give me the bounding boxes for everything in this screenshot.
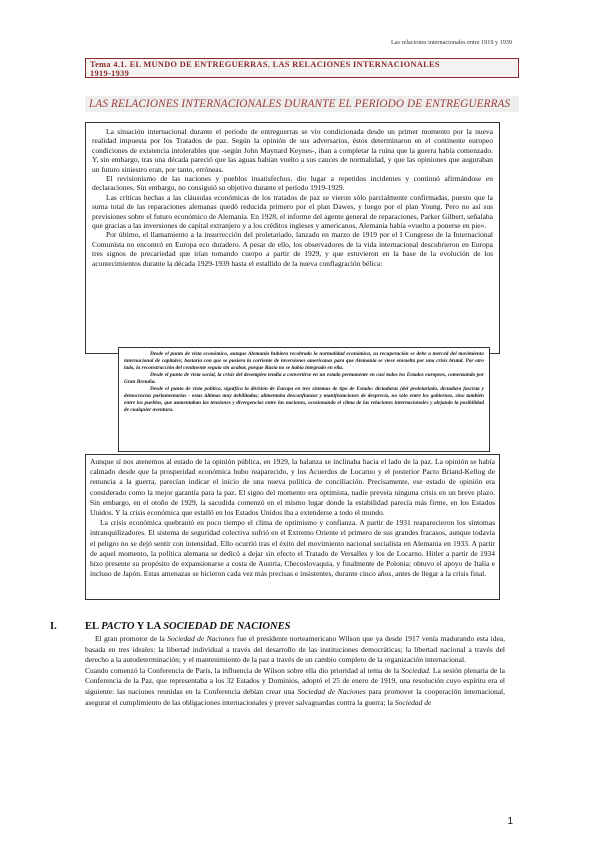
opinion-paragraph: Aunque sí nos atenemos al estado de la opinión pública, en 1929, la balanza se inclinaba hacia el lado de la paz. La opinión se había calmado desde que la prosperidad económica hubo reaparecido, y los Acuerdos de Locarno y el posterior Pacto Briand-Kellog de renuncia a la guerra, parecían indicar el inicio de una nueva política de conciliación. Precisamente, ese estado de opinión era considerado como la mejor garantía para la paz. El signo del momento era optimista, nadie preveía ninguna crisis en un breve plazo. Sin embargo, en el otoño de 1929, la sacudida comenzó en el mismo lugar donde la estabilidad parecía más firme, en los Estados Unidos. Y la crisis económica que estalló en los Estados Unidos iba a extenderse a todo el mundo. [90, 457, 495, 518]
intro-paragraph: Por último, el llamamiento a la insurrección del proletariado, lanzado en marzo de 1919 por el I Congreso de la Internacional Comunista no encontró en Europa eco duradero. A pesar de ello, los observadores de la vida internacional descubrieron en Europa tres signos de precariedad que irían tomando cuerpo a partir de 1929, y que estuvieron en la base de la evolución de los acontecimientos durante la década 1929-1939 hasta el estallido de la nueva conflagración bélica: [92, 230, 493, 268]
quote-box [118, 347, 490, 452]
intro-paragraph: Las críticas hechas a las cláusulas económicas de los tratados de paz se vieron sólo parcialmente confirmadas, puesto que la suma total de las reparaciones alemanas quedó reducida primero por el plan Dawes, y luego por el plan Young. Pero no así sus previsiones sobre el futuro económico de Alemania. En 1928, el informe del agente general de reparaciones, Parker Gilbert, señalaba que gracias a las inversiones de capital extranjero y a los créditos ingleses y americanos, Alemania había «vuelto a ponerse en pie». [92, 192, 493, 231]
body-text: Cuando comenzó la Conferencia de París, la influencia de Wilson sobre ella dio prioridad al tema de la [85, 665, 402, 675]
body-text: para promover la cooperación internacional, asegurar el cumplimiento de las obligaciones internacionales y prever salvaguardas contra la guerra; la [85, 686, 505, 707]
quote-paragraph: Desde el punto de vista social, la crisis del desempleo tendía a convertirse en un estado permanente en casi todos los Estados europeos, comenzando por Gran Bretaña. [124, 372, 484, 385]
body-paragraph [85, 666, 505, 708]
topic-years: 1919-1939 [90, 69, 130, 78]
body-emphasis: Sociedad [401, 665, 429, 675]
opinion-box [85, 454, 500, 600]
quote-paragraph: Desde el punto de vista económico, aunque Alemania hubiera recobrado la normalidad económica, su recuperación se debe a merced del movimiento internacional de capitales; bastaría con que se pusiera la corriente de inversiones americanas para que Alemania se viese envuelta por una crisis brutal. Por otro lado, la reconstrucción del continente seguía sin acabar, porque Rusia no se había integrado en ella. [124, 351, 484, 371]
heading-el: EL [85, 621, 102, 632]
section-heading-title [85, 621, 290, 632]
heading-sociedad: SOCIEDAD DE NACIONES [163, 621, 291, 632]
section-title: LAS RELACIONES INTERNACIONALES DURANTE EL PERIODO DE ENTREGUERRAS [85, 96, 519, 112]
opinion-paragraph: La crisis económica quebrantó en poco tiempo el clima de optimismo y confianza. A partir de 1931 reaparecieron los síntomas intranquilizadores. El sistema de seguridad colectiva sufrió en el Extremo Oriente el primero de sus grandes fracasos, aunque todavía el peligro no se dejó sentir con intensidad. Ello ocurrió tras el éxito del movimiento nacional socialista en Alemania en 1933. A partir de aquel momento, la política alemana se dedicó a dejar sin efecto el Tratado de Versalles y los de Locarno. Hitler a partir de 1934 hizo presente su propósito de expansionarse a costa de Austria, Checoslovaquia, y finalmente de Polonia; obtuvo el apoyo de Italia e incluso de Japón. Estas amenazas se hicieron cada vez más precisas e insistentes, durante cinco años, antes de llegar a la crisis final. [90, 518, 495, 579]
intro-paragraph: La situación internacional durante el período de entreguerras se vio condicionada desde un primer momento por la nueva realidad impuesta por los Tratados de paz. Según la opinión de sus adversarios, éstos determinaron en el continente europeo condiciones de existencia intolerables que -según John Maynard Keynes-, iban a completar la ruina que la guerra había comenzado. Y, sin embargo, tras una década pareció que las aguas habían vuelto a sus cauces de normalidad, y que las opiniones que auguraban un futuro siniestro eran, por tanto, erróneas. [92, 127, 493, 174]
intro-paragraph: El revisionismo de las naciones y pueblos insatisfechos, dio lugar a repetidos incidentes y continuó afirmándose en declaraciones. Sin embargo, no consiguió su objetivo durante el período 1919-1929. [92, 174, 493, 193]
intro-box [85, 122, 500, 354]
section-heading [50, 621, 290, 632]
body-text: El gran promotor de la [95, 634, 168, 643]
heading-y-la: Y LA [134, 621, 164, 632]
topic-box [85, 58, 519, 78]
body-text: . La sesión plenaria de la Conferencia de la Paz, que representaba a los 32 Estados y Dominios, adoptó el 25 de enero de 1919, una resolución cuyo espíritu era el siguiente: las naciones reunidas en la Conferencia debían crear una [85, 665, 505, 696]
running-header: Las relaciones internacionales entre 1919 y 1939 [391, 39, 512, 46]
section-body [85, 634, 505, 708]
body-emphasis: Sociedad de Naciones [167, 634, 235, 643]
section-numeral: I. [50, 621, 57, 632]
body-text: fue el presidente norteamericano Wilson que ya desde 1917 venía madurando esta idea, basada en tres ideales: la libertad individual a través del desarrollo de las instituciones democráticas; la libertad nacional a través del derecho a la autodeterminación; y el mantenimiento de la paz a través de un cambio completo de la organización internacional. [85, 634, 506, 665]
topic-title: Tema 4.1. EL MUNDO DE ENTREGUERRAS. LAS RELACIONES INTERNACIONALES [90, 60, 440, 69]
body-emphasis: Sociedad de Naciones [297, 686, 366, 696]
body-emphasis: Sociedad de [394, 697, 432, 707]
page-number: 1 [507, 816, 513, 827]
quote-paragraph: Desde el punto de vista político, significa la división de Europa en tres sistemas de tipo de Estado: dictaduras (del proletariado, dictadura fascista y democracias parlamentarias - estas últimas muy debilitadas; alimentaba desconfianzas y manifestaciones de desprecio, no sólo entre los gobiernos, sino también entre los pueblos, que aumentaban las tensiones y divergencias entre las naciones, ocasionando el clima de las relaciones internacionales y alejando la posibilidad de cualquier aventura. [124, 386, 484, 413]
heading-pacto: PACTO [101, 621, 135, 632]
body-paragraph [85, 634, 505, 666]
